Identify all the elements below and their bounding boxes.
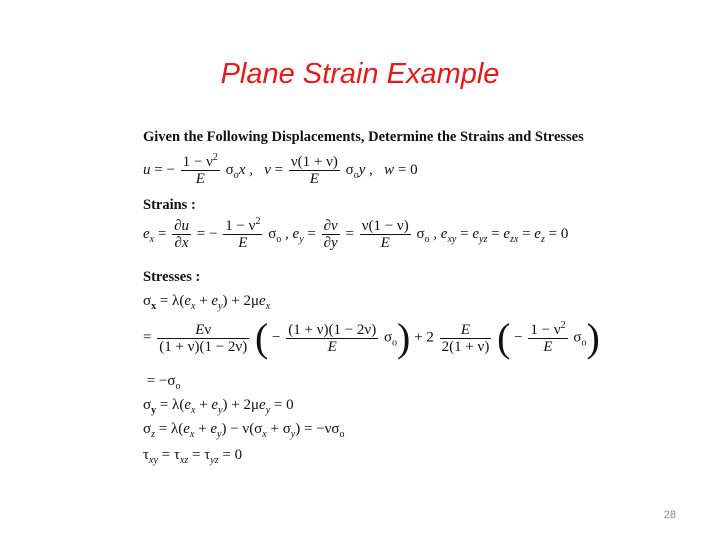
strain-equations: $e_x$ = $\frac{\partial u}{\partial x}$ = − $\frac{1 - \nu^2}{E}$ $\sigma_o$ , $e_y$ = $\frac{\partial v}{\partial y}$ = $\frac{\nu(1 - \nu)}{E}$ $\sigma_o$ , $e_{xy} = e_{yz} = e_{zx} = e_z = 0$	[143, 216, 569, 251]
sigma-x-expansion: = $\frac{E\nu}{(1 + \nu)(1 - 2\nu)}$ ( − $\frac{(1 + \nu)(1 - 2\nu)}{E}$ $\sigma_o) + 2$ $\frac{E}{2(1 + \nu)}$ ( − $\frac{1 - \nu^2}{E}$ $\sigma_o$)	[143, 315, 600, 360]
slide-title: Plane Strain Example	[220, 58, 500, 90]
shear-stress-equation: $\tau_{xy} = \tau_{xz} = \tau_{yz} = 0$	[143, 447, 243, 466]
sigma-x-equation: $\sigma_x = \lambda(e_x + e_y) + 2\mu e_x$	[143, 293, 271, 312]
page-number: 28	[663, 509, 676, 521]
sigma-y-equation: $\sigma_y = \lambda(e_x + e_y) + 2\mu e_y = 0$	[143, 397, 294, 416]
displacement-equations: u = − $\frac{1 - \nu^2}{E}$ $\sigma_ox$ , v = $\frac{\nu(1 + \nu)}{E}$ $\sigma_oy$ , w = 0	[143, 152, 418, 187]
stresses-label: Stresses :	[143, 269, 201, 285]
given-heading: Given the Following Displacements, Determine the Strains and Stresses	[143, 129, 584, 145]
sigma-x-result: = $-\sigma_o$	[143, 373, 181, 392]
strains-label: Strains :	[143, 197, 196, 213]
sigma-z-equation: $\sigma_z = \lambda(e_x + e_y) - \nu(\sigma_x + \sigma_y) = -\nu\sigma_o$	[143, 421, 345, 440]
